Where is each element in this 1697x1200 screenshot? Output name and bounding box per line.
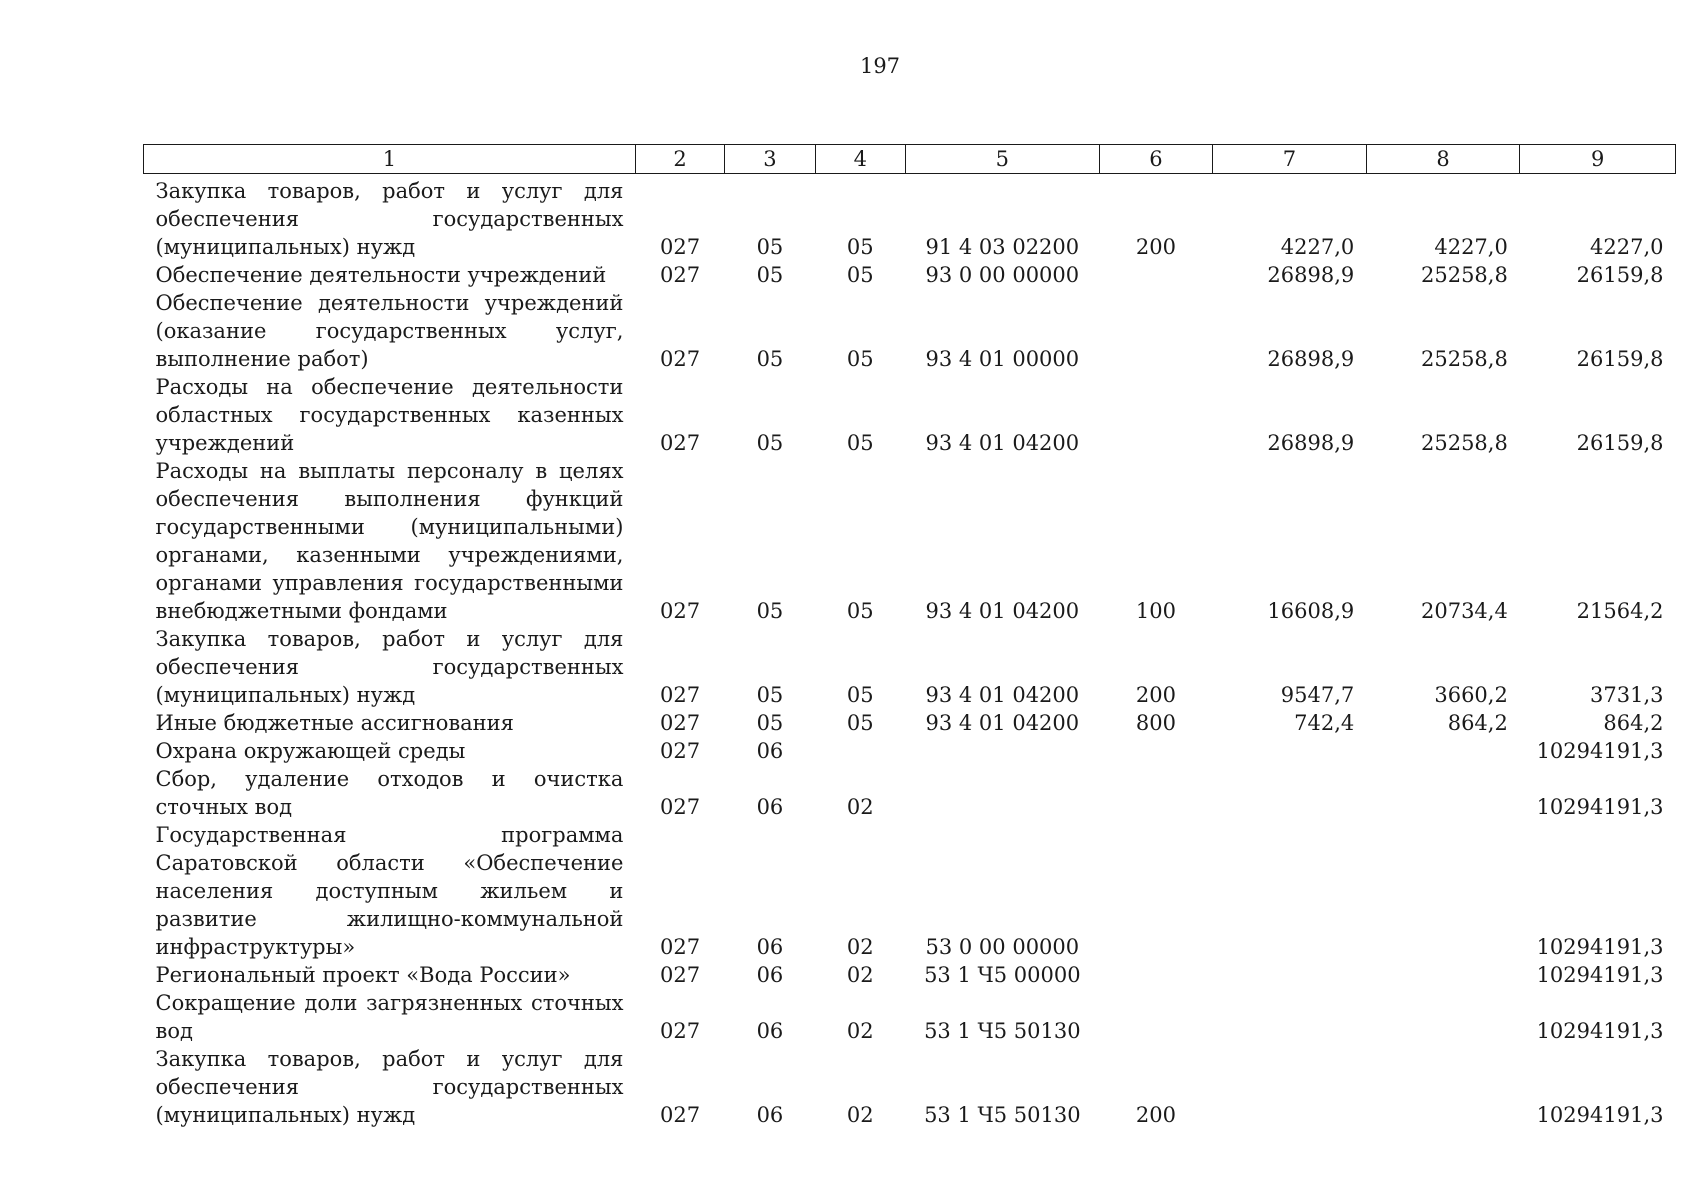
- column-header: 4: [815, 145, 905, 174]
- target-article-code: 93 4 01 04200: [925, 599, 1080, 623]
- amount-year-3: 4227,0: [1590, 235, 1664, 259]
- expense-name: Государственная программа Саратовской области «Обеспечение населения доступным жильем и развитие жилищно-коммунальной инфраструктуры»: [155, 823, 624, 959]
- expense-name: Расходы на выплаты персоналу в целях обеспечения выполнения функций государственными (муниципальными) органами, казенными учреждениями, органами управления государственными внебюджетными фондами: [155, 459, 624, 623]
- section-code: 05: [756, 235, 784, 259]
- expense-name: Закупка товаров, работ и услуг для обеспечения государственных (муниципальных) нужд: [155, 179, 624, 259]
- amount-year-3: 10294191,3: [1536, 963, 1664, 987]
- subsection-code: 05: [846, 683, 874, 707]
- target-article-code: 93 4 01 00000: [925, 347, 1080, 371]
- expense-name: Закупка товаров, работ и услуг для обеспечения государственных (муниципальных) нужд: [155, 1047, 624, 1127]
- table-row: [144, 989, 1676, 1045]
- table-body: [144, 174, 1676, 1130]
- ministry-code: 027: [660, 599, 701, 623]
- section-code: 05: [756, 263, 784, 287]
- subsection-code: 05: [846, 263, 874, 287]
- subsection-code: 02: [846, 963, 874, 987]
- target-article-code: 93 4 01 04200: [925, 711, 1080, 735]
- target-article-code: 53 1 Ч5 50130: [924, 1019, 1081, 1043]
- amount-year-1: 4227,0: [1280, 235, 1355, 259]
- subsection-code: 02: [846, 1103, 874, 1127]
- ministry-code: 027: [660, 1019, 701, 1043]
- column-header: 8: [1366, 145, 1520, 174]
- expense-name: Расходы на обеспечение деятельности областных государственных казенных учреждений: [155, 375, 624, 455]
- ministry-code: 027: [660, 935, 701, 959]
- amount-year-3: 10294191,3: [1536, 935, 1664, 959]
- ministry-code: 027: [660, 795, 701, 819]
- ministry-code: 027: [660, 711, 701, 735]
- amount-year-2: [1366, 737, 1520, 765]
- expense-type-code: 800: [1135, 711, 1176, 735]
- target-article-code: 53 1 Ч5 00000: [924, 963, 1081, 987]
- page-number: 197: [859, 54, 901, 78]
- table-row: [144, 709, 1676, 737]
- amount-year-1: 26898,9: [1267, 347, 1355, 371]
- subsection-code: 05: [846, 711, 874, 735]
- ministry-code: 027: [660, 347, 701, 371]
- expense-name: Сбор, удаление отходов и очистка сточных вод: [155, 767, 624, 819]
- column-header: 7: [1213, 145, 1367, 174]
- ministry-code: 027: [660, 963, 701, 987]
- subsection-code: 02: [846, 1019, 874, 1043]
- section-code: 06: [756, 1019, 784, 1043]
- section-code: 06: [756, 1103, 784, 1127]
- expense-type-code: [1099, 373, 1212, 457]
- section-code: 05: [756, 711, 784, 735]
- amount-year-3: 26159,8: [1576, 347, 1664, 371]
- expense-type-code: 200: [1135, 683, 1176, 707]
- expense-type-code: [1099, 289, 1212, 373]
- section-code: 05: [756, 683, 784, 707]
- section-code: 06: [756, 795, 784, 819]
- amount-year-2: [1366, 765, 1520, 821]
- amount-year-2: [1366, 1045, 1520, 1129]
- expense-name: Обеспечение деятельности учреждений (оказание государственных услуг, выполнение работ): [155, 291, 624, 371]
- ministry-code: 027: [660, 431, 701, 455]
- section-code: 06: [756, 935, 784, 959]
- column-header: 6: [1099, 145, 1212, 174]
- amount-year-1: [1213, 737, 1367, 765]
- amount-year-1: [1213, 821, 1367, 961]
- expense-type-code: [1099, 989, 1212, 1045]
- amount-year-2: 4227,0: [1434, 235, 1508, 259]
- amount-year-2: 25258,8: [1420, 347, 1508, 371]
- table-row: [144, 174, 1676, 262]
- amount-year-2: [1366, 961, 1520, 989]
- expense-type-code: [1099, 961, 1212, 989]
- subsection-code: 05: [846, 431, 874, 455]
- ministry-code: 027: [660, 1103, 701, 1127]
- ministry-code: 027: [660, 235, 701, 259]
- table-row: [144, 261, 1676, 289]
- expense-type-code: [1099, 261, 1212, 289]
- expense-type-code: 100: [1135, 599, 1176, 623]
- amount-year-1: [1213, 961, 1367, 989]
- section-code: 05: [756, 599, 784, 623]
- target-article-code: 93 0 00 00000: [925, 263, 1080, 287]
- column-header: 9: [1520, 145, 1676, 174]
- ministry-code: 027: [660, 739, 701, 763]
- amount-year-1: 9547,7: [1280, 683, 1355, 707]
- table-row: [144, 625, 1676, 709]
- amount-year-1: 16608,9: [1267, 599, 1355, 623]
- amount-year-1: [1213, 989, 1367, 1045]
- budget-table: [143, 144, 1676, 1129]
- subsection-code: 05: [846, 347, 874, 371]
- amount-year-2: [1366, 821, 1520, 961]
- column-header: 5: [905, 145, 1099, 174]
- expense-type-code: [1099, 765, 1212, 821]
- amount-year-3: 10294191,3: [1536, 1019, 1664, 1043]
- subsection-code: [815, 737, 905, 765]
- amount-year-3: 26159,8: [1576, 263, 1664, 287]
- table-row: [144, 821, 1676, 961]
- table-row: [144, 457, 1676, 625]
- expense-type-code: 200: [1135, 1103, 1176, 1127]
- ministry-code: 027: [660, 263, 701, 287]
- expense-type-code: 200: [1135, 235, 1176, 259]
- expense-name: Закупка товаров, работ и услуг для обеспечения государственных (муниципальных) нужд: [155, 627, 624, 707]
- expense-name: Сокращение доли загрязненных сточных вод: [155, 991, 624, 1043]
- table-header: [144, 145, 1676, 174]
- target-article-code: 91 4 03 02200: [925, 235, 1080, 259]
- target-article-code: [905, 765, 1099, 821]
- expense-name: Обеспечение деятельности учреждений: [155, 263, 607, 287]
- table-row: [144, 289, 1676, 373]
- expense-type-code: [1099, 737, 1212, 765]
- ministry-code: 027: [660, 683, 701, 707]
- column-header: 3: [725, 145, 815, 174]
- amount-year-3: 10294191,3: [1536, 1103, 1664, 1127]
- subsection-code: 02: [846, 795, 874, 819]
- target-article-code: 93 4 01 04200: [925, 431, 1080, 455]
- amount-year-3: 21564,2: [1576, 599, 1664, 623]
- amount-year-1: 742,4: [1294, 711, 1355, 735]
- expense-name: Иные бюджетные ассигнования: [155, 711, 514, 735]
- amount-year-2: 20734,4: [1420, 599, 1508, 623]
- expense-name: Региональный проект «Вода России»: [155, 963, 571, 987]
- target-article-code: 93 4 01 04200: [925, 683, 1080, 707]
- target-article-code: [905, 737, 1099, 765]
- subsection-code: 05: [846, 235, 874, 259]
- target-article-code: 53 1 Ч5 50130: [924, 1103, 1081, 1127]
- amount-year-3: 26159,8: [1576, 431, 1664, 455]
- section-code: 06: [756, 963, 784, 987]
- section-code: 06: [756, 739, 784, 763]
- amount-year-3: 3731,3: [1590, 683, 1664, 707]
- amount-year-3: 864,2: [1603, 711, 1664, 735]
- amount-year-2: 25258,8: [1420, 431, 1508, 455]
- amount-year-3: 10294191,3: [1536, 739, 1664, 763]
- amount-year-1: [1213, 1045, 1367, 1129]
- amount-year-2: [1366, 989, 1520, 1045]
- table-row: [144, 765, 1676, 821]
- amount-year-1: 26898,9: [1267, 263, 1355, 287]
- subsection-code: 05: [846, 599, 874, 623]
- expense-type-code: [1099, 821, 1212, 961]
- amount-year-3: 10294191,3: [1536, 795, 1664, 819]
- expense-name: Охрана окружающей среды: [155, 739, 466, 763]
- amount-year-2: 25258,8: [1420, 263, 1508, 287]
- amount-year-2: 864,2: [1447, 711, 1508, 735]
- column-number-row: [144, 145, 1676, 174]
- table-row: [144, 373, 1676, 457]
- amount-year-1: [1213, 765, 1367, 821]
- column-header: 1: [144, 145, 636, 174]
- subsection-code: 02: [846, 935, 874, 959]
- amount-year-1: 26898,9: [1267, 431, 1355, 455]
- table-row: [144, 737, 1676, 765]
- table-row: [144, 961, 1676, 989]
- column-header: 2: [635, 145, 724, 174]
- section-code: 05: [756, 431, 784, 455]
- amount-year-2: 3660,2: [1434, 683, 1508, 707]
- target-article-code: 53 0 00 00000: [925, 935, 1080, 959]
- section-code: 05: [756, 347, 784, 371]
- table-row: [144, 1045, 1676, 1129]
